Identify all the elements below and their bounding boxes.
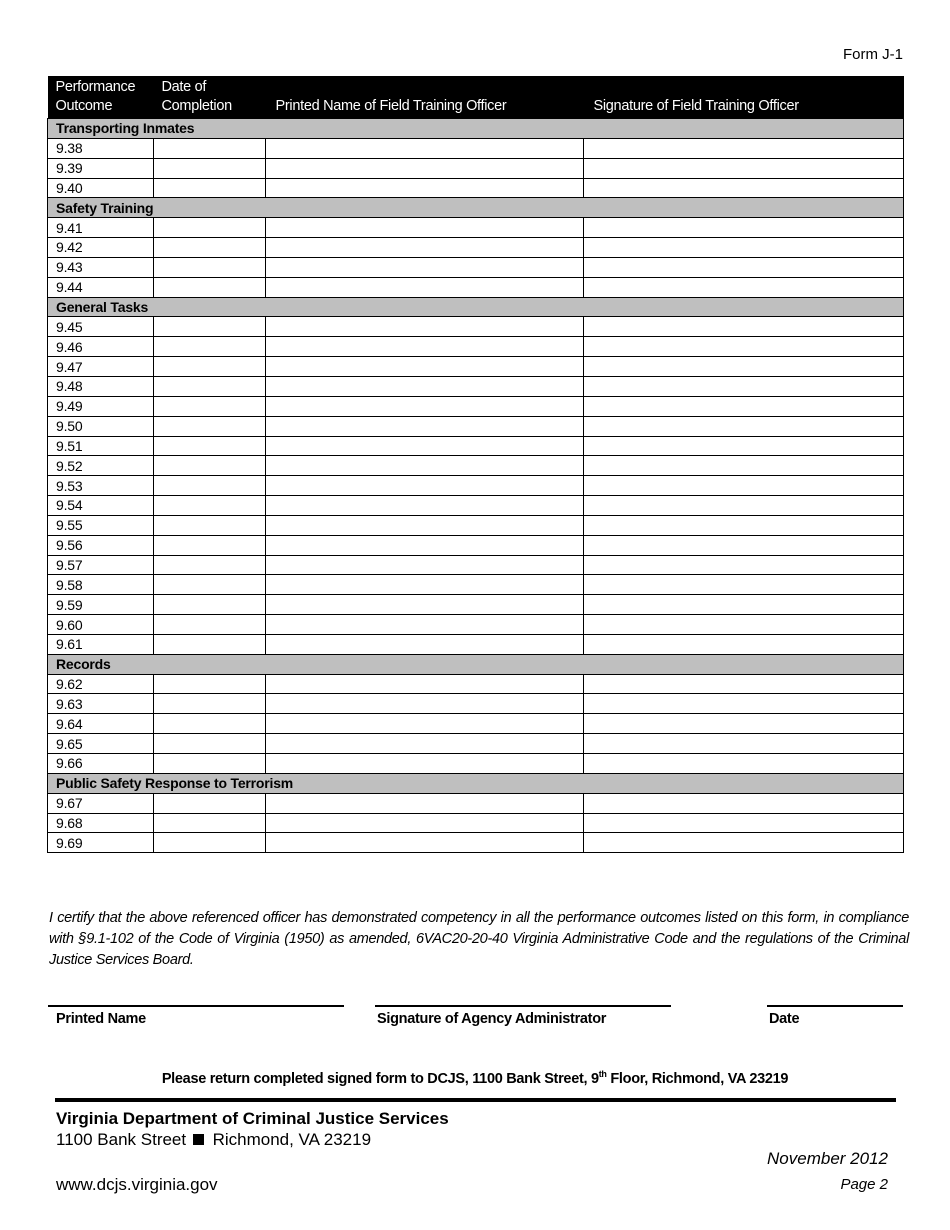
signature-cell[interactable] (584, 238, 904, 258)
signature-cell[interactable] (584, 376, 904, 396)
date-of-completion-cell[interactable] (154, 416, 266, 436)
signature-cell[interactable] (584, 416, 904, 436)
signature-cell[interactable] (584, 357, 904, 377)
signature-cell[interactable] (584, 555, 904, 575)
date-of-completion-cell[interactable] (154, 158, 266, 178)
table-row (48, 833, 904, 853)
signature-cell[interactable] (584, 218, 904, 238)
outcome-number: 9.47 (48, 357, 154, 377)
signature-cell[interactable] (584, 456, 904, 476)
table-row (48, 238, 904, 258)
outcome-number: 9.51 (48, 436, 154, 456)
signature-cell[interactable] (584, 595, 904, 615)
outcome-number: 9.68 (48, 813, 154, 833)
date-of-completion-cell[interactable] (154, 436, 266, 456)
table-header-row (48, 76, 904, 119)
signature-cell[interactable] (584, 178, 904, 198)
printed-name-cell[interactable] (266, 555, 584, 575)
signature-cell[interactable] (584, 813, 904, 833)
date-of-completion-cell[interactable] (154, 515, 266, 535)
outcome-number: 9.64 (48, 714, 154, 734)
table-body (48, 119, 904, 853)
return-instructions: Please return completed signed form to DCJS, 1100 Bank Street, 9th Floor, Richmond, VA 23219 (161, 1069, 789, 1087)
section-title: Records (48, 654, 904, 674)
printed-name-cell[interactable] (266, 535, 584, 555)
date-of-completion-cell[interactable] (154, 138, 266, 158)
date-of-completion-cell[interactable] (154, 674, 266, 694)
printed-name-cell[interactable] (266, 218, 584, 238)
department-name: Virginia Department of Criminal Justice Services (56, 1109, 449, 1128)
signature-cell[interactable] (584, 694, 904, 714)
table-row (48, 615, 904, 635)
form-id: Form J-1 (843, 46, 903, 63)
section-title: Transporting Inmates (48, 119, 904, 139)
printed-name-cell[interactable] (266, 615, 584, 635)
date-of-completion-cell[interactable] (154, 396, 266, 416)
table-row (48, 813, 904, 833)
table-row (48, 436, 904, 456)
signature-cell[interactable] (584, 317, 904, 337)
table-row (48, 178, 904, 198)
outcome-number: 9.41 (48, 218, 154, 238)
table-row (48, 535, 904, 555)
section-header-row (48, 297, 904, 317)
page-number: Page 2 (840, 1176, 888, 1193)
date-of-completion-cell[interactable] (154, 813, 266, 833)
header-performance-outcome: Performance Outcome (48, 76, 154, 119)
section-title: General Tasks (48, 297, 904, 317)
outcome-number: 9.44 (48, 277, 154, 297)
outcome-number: 9.45 (48, 317, 154, 337)
signature-cell[interactable] (584, 674, 904, 694)
table-row (48, 634, 904, 654)
outcome-number: 9.43 (48, 257, 154, 277)
printed-name-cell[interactable] (266, 833, 584, 853)
outcome-number: 9.56 (48, 535, 154, 555)
date-line[interactable] (767, 1005, 903, 1007)
outcome-number: 9.62 (48, 674, 154, 694)
outcome-number: 9.61 (48, 634, 154, 654)
revision-date: November 2012 (767, 1149, 888, 1168)
agency-admin-signature-line[interactable] (375, 1005, 671, 1007)
outcome-number: 9.65 (48, 734, 154, 754)
printed-name-cell[interactable] (266, 396, 584, 416)
table-row (48, 515, 904, 535)
date-of-completion-cell[interactable] (154, 634, 266, 654)
date-of-completion-cell[interactable] (154, 277, 266, 297)
outcome-number: 9.58 (48, 575, 154, 595)
outcome-number: 9.53 (48, 476, 154, 496)
outcome-number: 9.63 (48, 694, 154, 714)
printed-name-cell[interactable] (266, 456, 584, 476)
header-signature: Signature of Field Training Officer (584, 76, 904, 119)
table-row (48, 754, 904, 774)
outcome-number: 9.66 (48, 754, 154, 774)
signature-cell[interactable] (584, 634, 904, 654)
date-label: Date (769, 1011, 800, 1027)
outcome-number: 9.60 (48, 615, 154, 635)
outcome-number: 9.40 (48, 178, 154, 198)
signature-cell[interactable] (584, 436, 904, 456)
outcome-number: 9.55 (48, 515, 154, 535)
printed-name-label: Printed Name (56, 1011, 146, 1027)
printed-name-cell[interactable] (266, 754, 584, 774)
outcome-number: 9.42 (48, 238, 154, 258)
signature-cell[interactable] (584, 793, 904, 813)
date-of-completion-cell[interactable] (154, 476, 266, 496)
date-of-completion-cell[interactable] (154, 555, 266, 575)
printed-name-cell[interactable] (266, 734, 584, 754)
printed-name-cell[interactable] (266, 813, 584, 833)
signature-cell[interactable] (584, 476, 904, 496)
date-of-completion-cell[interactable] (154, 595, 266, 615)
signature-cell[interactable] (584, 535, 904, 555)
table-row (48, 496, 904, 516)
date-of-completion-cell[interactable] (154, 238, 266, 258)
agency-admin-signature-label: Signature of Agency Administrator (377, 1011, 607, 1027)
date-of-completion-cell[interactable] (154, 793, 266, 813)
table-row (48, 476, 904, 496)
outcome-number: 9.50 (48, 416, 154, 436)
signature-cell[interactable] (584, 575, 904, 595)
printed-name-cell[interactable] (266, 714, 584, 734)
outcome-number: 9.39 (48, 158, 154, 178)
outcome-number: 9.38 (48, 138, 154, 158)
printed-name-cell[interactable] (266, 793, 584, 813)
date-of-completion-cell[interactable] (154, 754, 266, 774)
date-of-completion-cell[interactable] (154, 376, 266, 396)
table-row (48, 277, 904, 297)
printed-name-cell[interactable] (266, 277, 584, 297)
printed-name-cell[interactable] (266, 674, 584, 694)
table-row (48, 694, 904, 714)
table-row (48, 734, 904, 754)
signature-cell[interactable] (584, 158, 904, 178)
date-of-completion-cell[interactable] (154, 535, 266, 555)
signature-cell[interactable] (584, 515, 904, 535)
date-of-completion-cell[interactable] (154, 496, 266, 516)
table-row (48, 674, 904, 694)
date-of-completion-cell[interactable] (154, 178, 266, 198)
table-row (48, 357, 904, 377)
signature-cell[interactable] (584, 277, 904, 297)
signature-cell[interactable] (584, 734, 904, 754)
outcome-number: 9.46 (48, 337, 154, 357)
printed-name-cell[interactable] (266, 376, 584, 396)
printed-name-cell[interactable] (266, 416, 584, 436)
date-of-completion-cell[interactable] (154, 833, 266, 853)
outcome-number: 9.54 (48, 496, 154, 516)
date-of-completion-cell[interactable] (154, 357, 266, 377)
table-row (48, 158, 904, 178)
outcomes-table (47, 76, 904, 853)
outcome-number: 9.49 (48, 396, 154, 416)
signature-cell[interactable] (584, 337, 904, 357)
section-header-row (48, 654, 904, 674)
signature-cell[interactable] (584, 615, 904, 635)
section-title: Public Safety Response to Terrorism (48, 773, 904, 793)
printed-name-cell[interactable] (266, 257, 584, 277)
date-of-completion-cell[interactable] (154, 615, 266, 635)
table-row (48, 396, 904, 416)
printed-name-cell[interactable] (266, 138, 584, 158)
outcome-number: 9.57 (48, 555, 154, 575)
certification-statement: I certify that the above referenced officer has demonstrated competency in all the performance outcomes listed on this form, in compliance with §9.1-102 of the Code of Virginia (1950) as amended, 6VAC20-20-40 Virginia Administrative Code and the regulations of the Criminal Justice Services Board. (49, 910, 909, 968)
footer-divider (55, 1098, 896, 1102)
date-of-completion-cell[interactable] (154, 317, 266, 337)
printed-name-cell[interactable] (266, 634, 584, 654)
signature-cell[interactable] (584, 833, 904, 853)
signature-cell[interactable] (584, 257, 904, 277)
table-row (48, 575, 904, 595)
printed-name-cell[interactable] (266, 317, 584, 337)
table-row (48, 337, 904, 357)
signature-cell[interactable] (584, 496, 904, 516)
date-of-completion-cell[interactable] (154, 694, 266, 714)
outcome-number: 9.67 (48, 793, 154, 813)
printed-name-cell[interactable] (266, 515, 584, 535)
date-of-completion-cell[interactable] (154, 257, 266, 277)
date-of-completion-cell[interactable] (154, 456, 266, 476)
date-of-completion-cell[interactable] (154, 218, 266, 238)
table-row (48, 555, 904, 575)
signature-cell[interactable] (584, 138, 904, 158)
printed-name-cell[interactable] (266, 178, 584, 198)
outcome-number: 9.48 (48, 376, 154, 396)
table-row (48, 595, 904, 615)
date-of-completion-cell[interactable] (154, 337, 266, 357)
printed-name-cell[interactable] (266, 575, 584, 595)
square-bullet-icon (193, 1134, 204, 1145)
date-of-completion-cell[interactable] (154, 734, 266, 754)
table-row (48, 793, 904, 813)
printed-name-cell[interactable] (266, 158, 584, 178)
printed-name-cell[interactable] (266, 357, 584, 377)
outcome-number: 9.52 (48, 456, 154, 476)
section-header-row (48, 198, 904, 218)
printed-name-cell[interactable] (266, 595, 584, 615)
printed-name-cell[interactable] (266, 337, 584, 357)
signature-cell[interactable] (584, 714, 904, 734)
printed-name-cell[interactable] (266, 436, 584, 456)
printed-name-cell[interactable] (266, 496, 584, 516)
website-link[interactable]: www.dcjs.virginia.gov (56, 1175, 218, 1194)
signature-cell[interactable] (584, 396, 904, 416)
table-row (48, 138, 904, 158)
table-row (48, 714, 904, 734)
department-address: 1100 Bank Street Richmond, VA 23219 (56, 1130, 372, 1149)
table-row (48, 456, 904, 476)
outcome-number: 9.59 (48, 595, 154, 615)
signature-cell[interactable] (584, 754, 904, 774)
section-header-row (48, 119, 904, 139)
header-date-of-completion: Date of Completion (154, 76, 266, 119)
header-printed-name: Printed Name of Field Training Officer (266, 76, 584, 119)
table-row (48, 376, 904, 396)
table-row (48, 257, 904, 277)
table-row (48, 218, 904, 238)
printed-name-line[interactable] (48, 1005, 344, 1007)
date-of-completion-cell[interactable] (154, 575, 266, 595)
printed-name-cell[interactable] (266, 476, 584, 496)
printed-name-cell[interactable] (266, 694, 584, 714)
table-row (48, 416, 904, 436)
outcome-number: 9.69 (48, 833, 154, 853)
date-of-completion-cell[interactable] (154, 714, 266, 734)
section-header-row (48, 773, 904, 793)
printed-name-cell[interactable] (266, 238, 584, 258)
section-title: Safety Training (48, 198, 904, 218)
table-row (48, 317, 904, 337)
